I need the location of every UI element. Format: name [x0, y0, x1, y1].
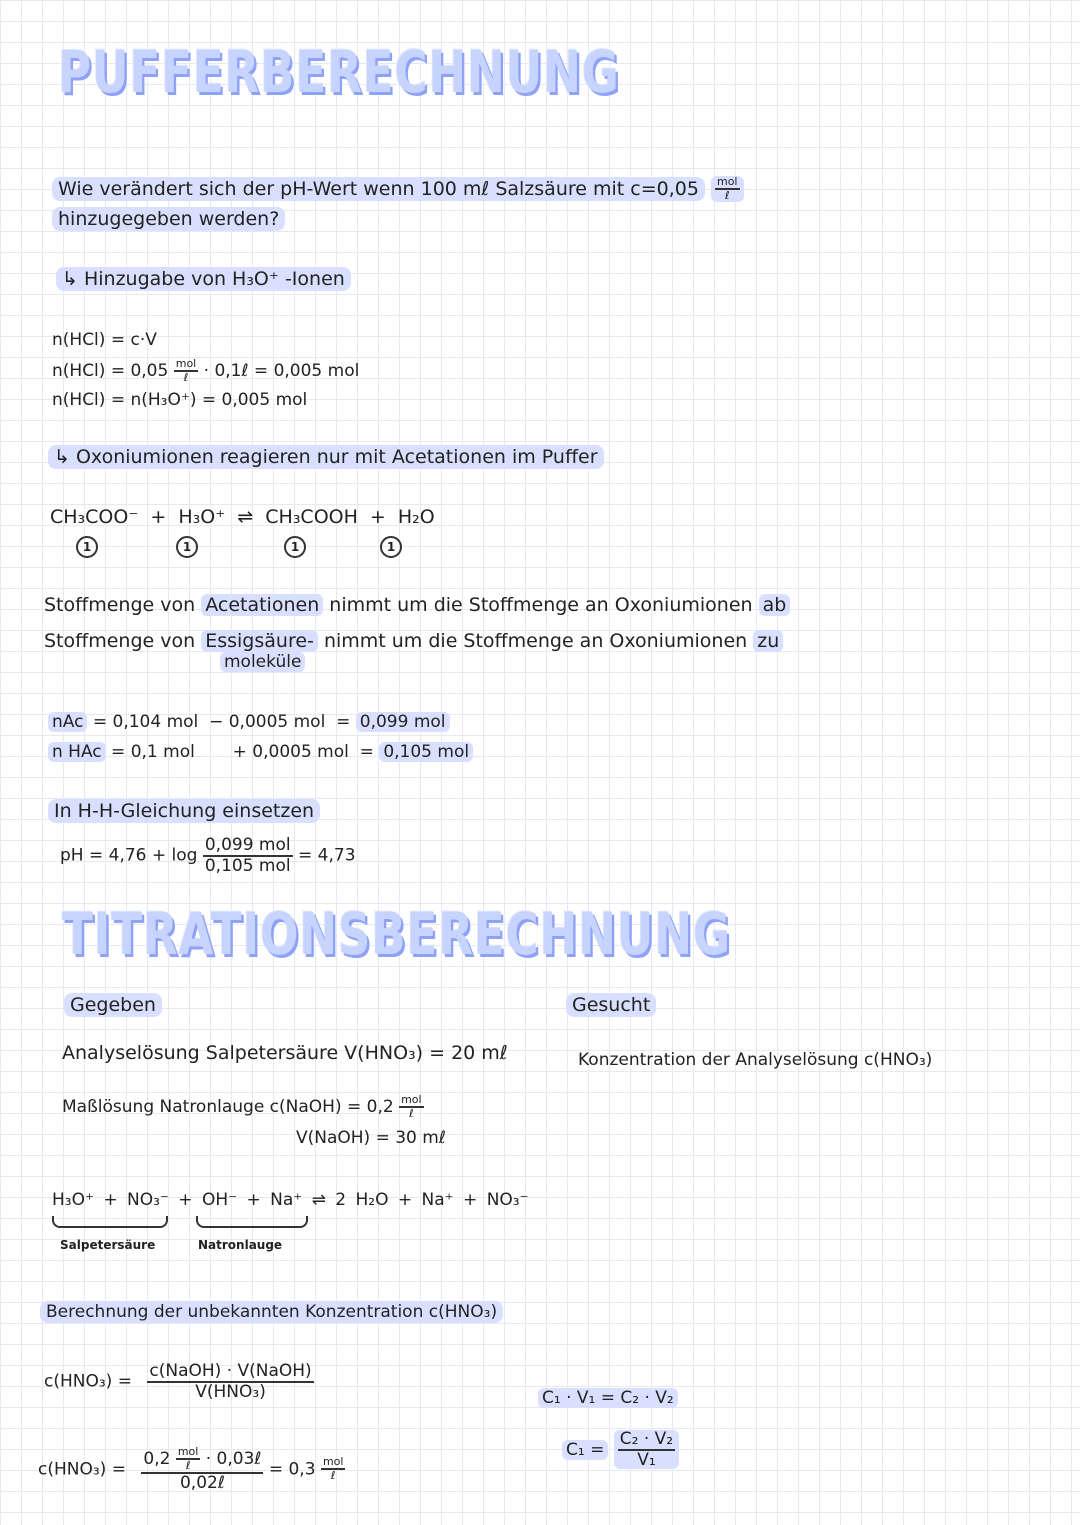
hh-heading: In H-H-Gleichung einsetzen — [48, 800, 320, 822]
brace-label-nitric-acid: Salpetersäure — [60, 1238, 156, 1252]
calc-heading: Berechnung der unbekannten Konzentration c(HNO₃) — [40, 1302, 503, 1322]
statement-acetic-acid-cont: moleküle — [220, 652, 305, 672]
buffer-title: PUFFERBERECHNUNG — [58, 38, 620, 106]
titrant-volume: V(NaOH) = 30 mℓ — [296, 1128, 446, 1148]
general-formula: C₁ · V₁ = C₂ · V₂ — [538, 1388, 678, 1408]
buffer-equation: CH₃COO⁻ + H₃O⁺ ⇌ CH₃COOH + H₂O — [50, 506, 435, 528]
analysis-solution: Analyselösung Salpetersäure V(HNO₃) = 20 mℓ — [62, 1042, 508, 1064]
calc-line-1: n(HCl) = c·V — [52, 330, 157, 350]
question-line-2: hinzugegeben werden? — [52, 208, 285, 230]
note-addition: ↳ Hinzugabe von H₃O⁺ -Ionen — [56, 268, 351, 290]
solved-formula: C₁ = $\frac{\text{C₂ · V₂}}{\text{V₁}}$ — [562, 1430, 679, 1469]
titration-title: TITRATIONSBERECHNUNG — [62, 900, 731, 968]
statement-acetic-acid: Stoffmenge von Essigsäure- nimmt um die Stoffmenge an Oxoniumionen zu — [44, 630, 783, 652]
formula-numeric: c(HNO₃) = 0,2 $\frac{\text{mol}}{\text{ℓ}}$ · 0,03ℓ 0,02ℓ = 0,3 $\frac{\text{mol}}{\text{ℓ}}$ — [38, 1445, 344, 1494]
sought-text: Konzentration der Analyselösung c(HNO₃) — [578, 1050, 933, 1070]
formula-symbolic: c(HNO₃) = $\frac{\text{c(NaOH) · V(NaOH)}}{\text{V(HNO₃)}}$ — [44, 1361, 312, 1402]
ph-equation: pH = 4,76 + log $\frac{\text{0,099 mol}}{\text{0,105 mol}}$ = 4,73 — [60, 835, 356, 876]
statement-acetate: Stoffmenge von Acetationen nimmt um die Stoffmenge an Oxoniumionen ab — [44, 594, 790, 616]
n-acetate-line: nAc = 0,104 mol − 0,0005 mol = 0,099 mol — [48, 712, 450, 732]
sought-label: Gesucht — [566, 994, 656, 1016]
n-acetic-acid-line: n HAc = 0,1 mol + 0,0005 mol = 0,105 mol — [48, 742, 473, 762]
question-line-1: Wie verändert sich der pH-Wert wenn 100 mℓ Salzsäure mit c=0,05 $\frac{\text{mol}}{\text{ℓ}}$ — [52, 176, 744, 202]
titrant-solution: Maßlösung Natronlauge c(NaOH) = 0,2 $\frac{\text{mol}}{\text{ℓ}}$ — [62, 1093, 422, 1121]
calc-line-3: n(HCl) = n(H₃O⁺) = 0,005 mol — [52, 390, 308, 410]
brace-label-sodium-hydroxide: Natronlauge — [198, 1238, 283, 1252]
stoich-coefficient: 1 — [380, 536, 402, 558]
brace-sodium-hydroxide — [196, 1216, 308, 1228]
stoich-coefficient: 1 — [76, 536, 98, 558]
question-unit: $\frac{\text{mol}}{\text{ℓ}}$ — [711, 176, 744, 202]
calc-line-2: n(HCl) = 0,05 $\frac{\text{mol}}{\text{ℓ}}$ · 0,1ℓ = 0,005 mol — [52, 357, 360, 385]
brace-nitric-acid — [52, 1216, 168, 1228]
note-oxonium: ↳ Oxoniumionen reagieren nur mit Acetationen im Puffer — [48, 446, 604, 468]
stoich-coefficient: 1 — [284, 536, 306, 558]
given-label: Gegeben — [64, 994, 162, 1016]
stoich-coefficient: 1 — [176, 536, 198, 558]
titration-reaction: H₃O⁺ + NO₃⁻ + OH⁻ + Na⁺ ⇌ 2 H₂O + Na⁺ + NO₃⁻ — [52, 1190, 529, 1210]
